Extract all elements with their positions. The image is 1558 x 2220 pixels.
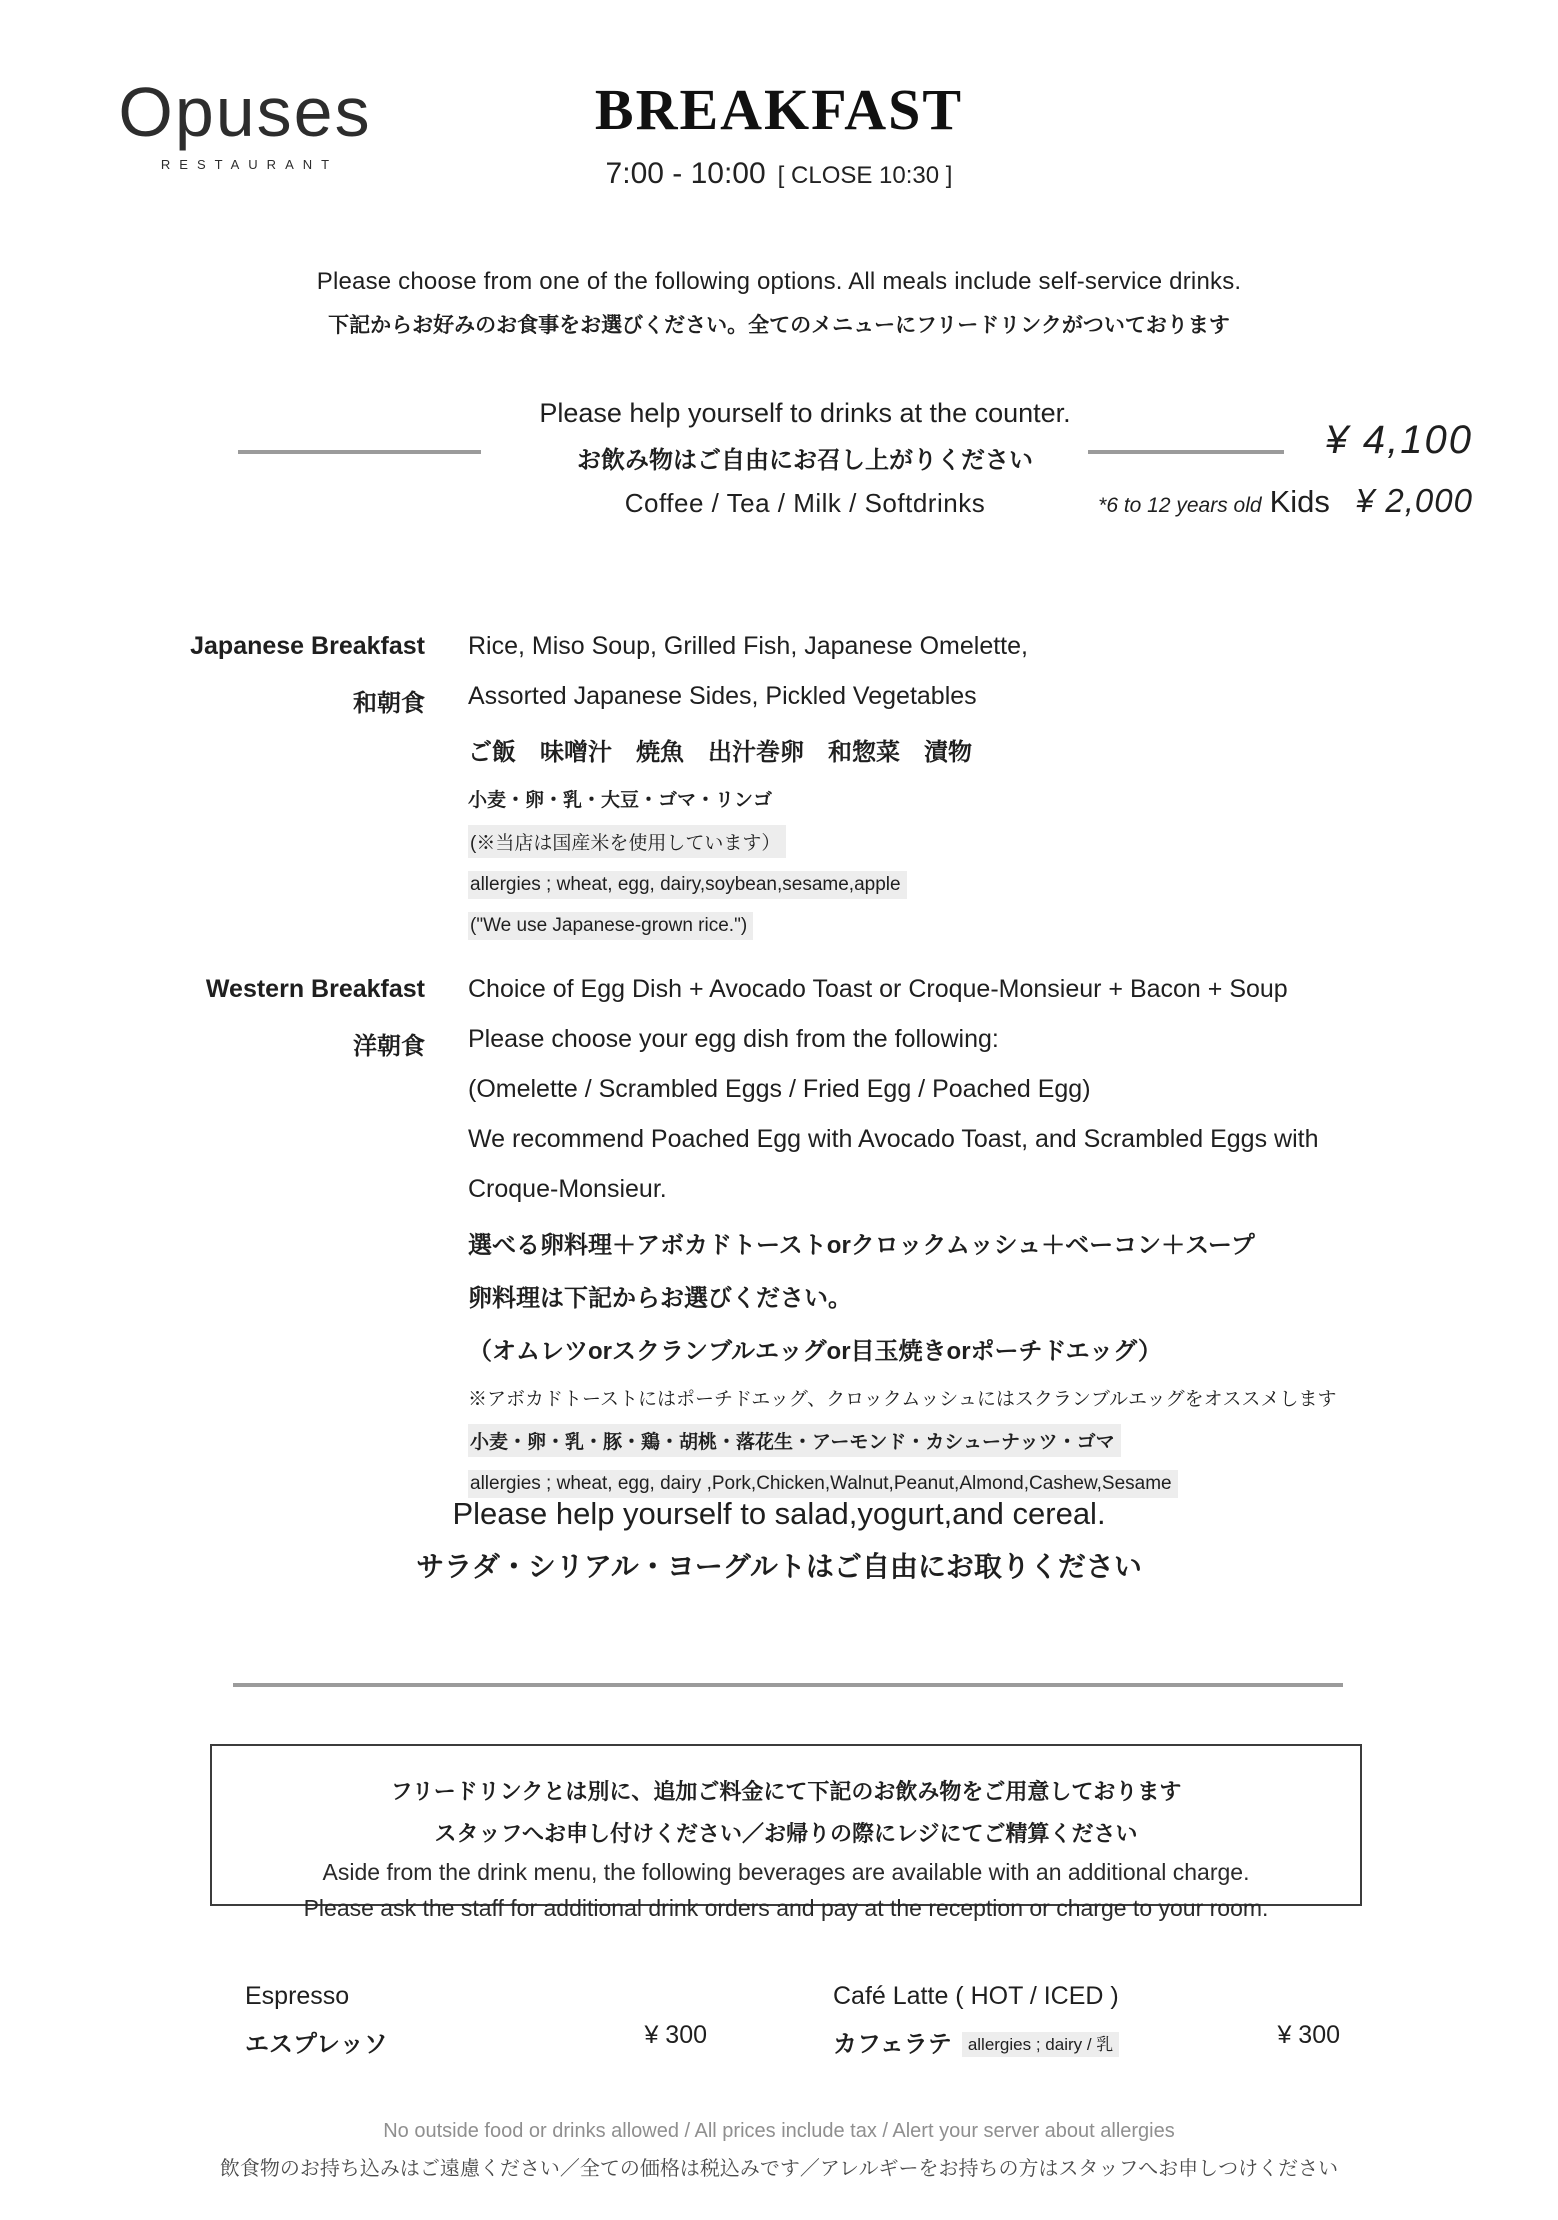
footer-notes xyxy=(0,2120,1558,2181)
cafe-latte-price: ¥ 300 xyxy=(1277,2021,1340,2049)
additional-charge-box xyxy=(210,1744,1362,1921)
jb-rice-note-jp: (※当店は国産米を使用しています） xyxy=(468,825,1468,858)
salad-note-section xyxy=(0,1496,1558,1585)
logo-subtitle: RESTAURANT xyxy=(160,157,339,172)
footer-note-jp: 飲食物のお持ち込みはご遠慮ください／全ての価格は税込みです／アレルギーをお持ちの方はスタッフへお申しつけください xyxy=(219,2158,1339,2180)
wb-desc-line-4: We recommend Poached Egg with Avocado Toast, and Scrambled Eggs with xyxy=(468,1125,1319,1153)
western-breakfast-label xyxy=(60,975,425,1061)
wb-desc-line-3: (Omelette / Scrambled Eggs / Fried Egg / Poached Egg) xyxy=(468,1075,1091,1103)
jb-allergies-en: allergies ; wheat, egg, dairy,soybean,sesame,apple xyxy=(468,871,1468,899)
cafe-latte-name-jp: カフェラテ xyxy=(833,2031,952,2058)
kids-price: ¥ 2,000 xyxy=(1355,482,1473,519)
espresso-name-en: Espresso xyxy=(245,1982,350,2010)
espresso-name-jp: エスプレッソ xyxy=(245,2031,388,2058)
espresso-price: ¥ 300 xyxy=(644,2021,707,2049)
cafe-latte-allergy-note: allergies ; dairy / 乳 xyxy=(962,2032,1120,2057)
cafe-latte-name-en: Café Latte ( HOT / ICED ) xyxy=(833,1982,1119,2010)
wb-desc-jp-3: （オムレツorスクランブルエッグor目玉焼きorポーチドエッグ） xyxy=(468,1338,1162,1365)
cafe-latte-row xyxy=(833,2024,1119,2059)
western-breakfast-description xyxy=(468,975,1498,1511)
western-breakfast-title-jp: 洋朝食 xyxy=(353,1033,425,1060)
box-note-jp-2: スタッフへお申し付けください／お帰りの際にレジにてご精算ください xyxy=(434,1821,1138,1846)
hours-text: 7:00 - 10:00 xyxy=(605,156,766,190)
jb-allergens-jp: 小麦・卵・乳・大豆・ゴマ・リンゴ xyxy=(468,790,773,811)
page-title: BREAKFAST xyxy=(594,77,964,142)
jb-desc-jp: ご飯 味噌汁 焼魚 出汁巻卵 和惣菜 漬物 xyxy=(468,739,972,766)
logo-wordmark: Opuses xyxy=(118,73,372,151)
kids-age-note: *6 to 12 years old xyxy=(1098,494,1262,517)
japanese-breakfast-title-jp: 和朝食 xyxy=(353,690,425,717)
self-service-drinks-section xyxy=(400,398,1210,519)
opening-hours xyxy=(0,157,1558,191)
drinks-note-en: Please help yourself to drinks at the counter. xyxy=(539,398,1071,428)
drinks-list: Coffee / Tea / Milk / Softdrinks xyxy=(624,488,986,518)
japanese-breakfast-label xyxy=(60,632,425,718)
wb-desc-line-5: Croque-Monsieur. xyxy=(468,1175,667,1203)
left-rule xyxy=(238,450,481,454)
box-note-en-2: Please ask the staff for additional drink orders and pay at the reception or charge to your room. xyxy=(303,1895,1269,1921)
right-rule xyxy=(1088,450,1284,454)
wb-allergies-en: allergies ; wheat, egg, dairy ,Pork,Chicken,Walnut,Peanut,Almond,Cashew,Sesame xyxy=(468,1470,1498,1498)
header xyxy=(0,77,1558,191)
close-time-note: [ CLOSE 10:30 ] xyxy=(777,161,953,189)
salad-note-jp: サラダ・シリアル・ヨーグルトはご自由にお取りください xyxy=(416,1551,1142,1582)
wb-desc-line-2: Please choose your egg dish from the following: xyxy=(468,1025,999,1053)
adult-price: ¥ 4,100 xyxy=(1325,418,1473,462)
japanese-breakfast-title-en: Japanese Breakfast xyxy=(190,632,425,660)
wb-allergens-jp: 小麦・卵・乳・豚・鶏・胡桃・落花生・アーモンド・カシューナッツ・ゴマ xyxy=(468,1424,1498,1457)
kids-price-line xyxy=(1098,482,1473,520)
section-divider xyxy=(233,1683,1343,1687)
jb-desc-line-2: Assorted Japanese Sides, Pickled Vegetables xyxy=(468,682,977,710)
drinks-note-jp: お飲み物はご自由にお召し上がりください xyxy=(577,447,1033,474)
wb-recommend-note-jp: ※アボカドトーストにはポーチドエッグ、クロックムッシュにはスクランブルエッグをオススメします xyxy=(468,1389,1337,1410)
wb-desc-jp-1: 選べる卵料理＋アボカドトーストorクロックムッシュ＋ベーコン＋スープ xyxy=(468,1232,1255,1259)
western-breakfast-title-en: Western Breakfast xyxy=(205,975,425,1003)
wb-desc-line-1: Choice of Egg Dish + Avocado Toast or Croque-Monsieur + Bacon + Soup xyxy=(468,975,1288,1003)
intro-text-en: Please choose from one of the following options. All meals include self-service drinks. xyxy=(316,268,1242,295)
box-note-jp-1: フリードリンクとは別に、追加ご料金にて下記のお飲み物をご用意しております xyxy=(390,1779,1182,1804)
box-note-en-1: Aside from the drink menu, the following beverages are available with an additional charge. xyxy=(322,1859,1250,1885)
salad-note-en: Please help yourself to salad,yogurt,and cereal. xyxy=(452,1496,1106,1531)
kids-label: Kids xyxy=(1269,484,1330,519)
jb-rice-note-en: ("We use Japanese-grown rice.") xyxy=(468,912,1468,940)
intro-section xyxy=(0,268,1558,339)
jb-desc-line-1: Rice, Miso Soup, Grilled Fish, Japanese Omelette, xyxy=(468,632,1028,660)
japanese-breakfast-description xyxy=(468,632,1468,953)
intro-text-jp: 下記からお好みのお食事をお選びください。全てのメニューにフリードリンクがついております xyxy=(328,314,1230,337)
wb-desc-jp-2: 卵料理は下記からお選びください。 xyxy=(468,1285,852,1312)
footer-note-en: No outside food or drinks allowed / All prices include tax / Alert your server about allergies xyxy=(383,2120,1175,2142)
